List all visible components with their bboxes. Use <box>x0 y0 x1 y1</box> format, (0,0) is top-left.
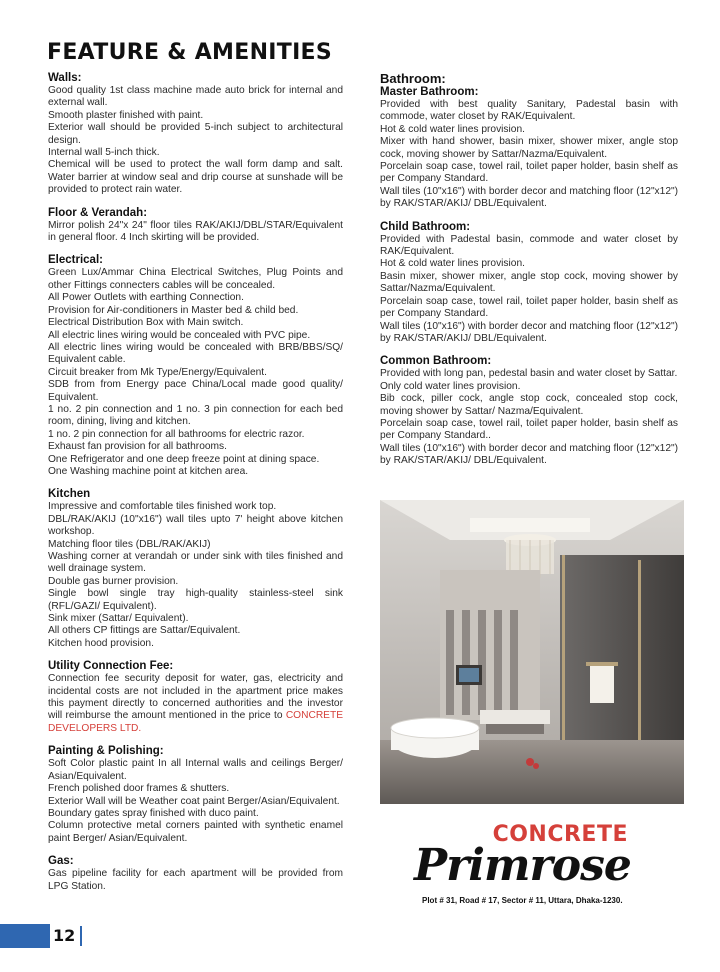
walls-heading: Walls: <box>48 72 82 84</box>
utility-heading: Utility Connection Fee: <box>48 660 174 673</box>
walls-line: Smooth plaster finished with paint. <box>48 109 204 121</box>
electrical-line: Provision for Air-conditioners in Master bed & child bed. <box>48 304 299 316</box>
electrical-line: Circuit breaker from Mk Type/Energy/Equivalent. <box>48 366 267 378</box>
master-bathroom-line: Hot & cold water lines provision. <box>380 123 525 135</box>
page-number: 12 <box>53 926 76 945</box>
common-bathroom-line: Only cold water lines provision. <box>380 380 521 392</box>
electrical-line: All Power Outlets with earthing Connection. <box>48 292 244 304</box>
child-bathroom-line: Basin mixer, shower mixer, angle stop cock, moving shower by Sattar/Nazma/Equivalent. <box>380 270 678 295</box>
electrical-line: One Washing machine point at kitchen area. <box>48 465 249 477</box>
master-bathroom-line: Mixer with hand shower, basin mixer, shower mixer, angle stop cock, moving shower by Sattar/Nazma/Equivalent. <box>380 136 678 160</box>
floor-heading: Floor & Verandah: <box>48 206 148 219</box>
page-number-bar <box>0 924 50 948</box>
common-bathroom-line: Provided with long pan, pedestal basin and water closet by Sattar. <box>380 368 678 380</box>
painting-line: Column protective metal corners painted with synthetic enamel paint Berger/ Asian/Equivalent. <box>48 820 343 844</box>
master-bathroom-line: Provided with best quality Sanitary, Padestal basin with commode, water closet by RAK/Equivalent. <box>380 99 678 123</box>
kitchen-line: Impressive and comfortable tiles finished work top. <box>48 501 277 513</box>
logo-address: Plot # 31, Road # 17, Sector # 11, Uttara, Dhaka-1230. <box>422 896 623 905</box>
common-bathroom-section <box>380 355 678 467</box>
master-bathroom-line: Porcelain soap case, towel rail, toilet paper holder, basin shelf as per Company Standard. <box>380 161 678 185</box>
electrical-line: SDB from from Energy pace China/Local made good quality/ Equivalent. <box>48 379 343 403</box>
utility-section <box>48 660 343 735</box>
kitchen-line: Washing corner at verandah or under sink with tiles finished and well drainage system. <box>48 551 343 575</box>
child-bathroom-section <box>380 221 678 346</box>
page-title: FEATURE & AMENITIES <box>47 40 333 65</box>
painting-line: Exterior Wall will be Weather coat paint Berger/Asian/Equivalent. <box>48 795 340 807</box>
bathroom-photo <box>380 500 684 804</box>
electrical-line: All electric lines wiring would be concealed with BRB/BBS/SQ/ Equivalent cable. <box>48 341 343 366</box>
electrical-line: 1 no. 2 pin connection for all bathrooms for electric razor. <box>48 428 305 440</box>
electrical-section <box>48 254 343 478</box>
walls-section <box>48 72 343 197</box>
floor-section <box>48 207 343 245</box>
common-bathroom-heading: Common Bathroom: <box>380 355 492 368</box>
master-bathroom-line: Wall tiles (10"x16") with border decor and matching floor (12"x12") by RAK/STAR/AKIJ/ DBL/Equivalent. <box>380 185 678 210</box>
electrical-heading: Electrical: <box>48 254 103 267</box>
kitchen-section <box>48 488 343 650</box>
utility-body: Connection fee security deposit for water, gas, electricity and incidental costs are not included in the apartment price makes this payment directly to concerned authorities and the investor will reimburse the amount mentioned in the price to <box>48 673 343 722</box>
walls-line: Exterior wall should be provided 5-inch subject to architectural design. <box>48 122 343 146</box>
concrete-primrose-logo <box>410 818 680 913</box>
utility-text <box>48 673 343 735</box>
painting-heading: Painting & Polishing: <box>48 745 164 758</box>
bathroom-heading: Bathroom: <box>380 71 446 86</box>
kitchen-line: Kitchen hood provision. <box>48 637 154 649</box>
page-number-divider <box>80 926 82 946</box>
floor-line: Mirror polish 24"x 24" floor tiles RAK/AKIJ/DBL/STAR/Equivalent in general floor. 4 Inch skirting will be provided. <box>48 219 343 244</box>
painting-line: Boundary gates spray finished with duco paint. <box>48 807 259 819</box>
painting-line: French polished door frames & shutters. <box>48 783 230 795</box>
company-name: CONCRETE DEVELOPERS LTD. <box>48 710 343 734</box>
logo-brand: CONCRETE <box>492 822 628 847</box>
right-column <box>380 72 678 478</box>
common-bathroom-line: Wall tiles (10"x16") with border decor and matching floor (12"x12") by RAK/STAR/AKIJ/ DBL/Equivalent. <box>380 442 678 467</box>
child-bathroom-line: Provided with Padestal basin, commode and water closet by RAK/Equivalent. <box>380 233 678 258</box>
electrical-line: Exhaust fan provision for all bathrooms. <box>48 441 227 453</box>
left-column <box>48 72 343 903</box>
common-bathroom-line: Bib cock, piller cock, angle stop cock, concealed stop cock, moving shower by Sattar/ Nazma/Equivalent. <box>380 393 678 417</box>
kitchen-line: All others CP fittings are Sattar/Equivalent. <box>48 625 241 637</box>
common-bathroom-line: Porcelain soap case, towel rail, toilet paper holder, basin shelf as per Company Standard.. <box>380 417 678 442</box>
electrical-line: 1 no. 2 pin connection and 1 no. 3 pin connection for each bed room, dining, living and kitchen. <box>48 403 343 428</box>
walls-line: Chemical will be used to protect the wall form damp and salt. Water barrier at window seal and drip course at sunshade will be provided to protect rain water. <box>48 159 343 196</box>
gas-section <box>48 855 343 893</box>
kitchen-heading: Kitchen <box>48 488 91 501</box>
painting-line: Soft Color plastic paint In all Internal walls and ceilings Berger/ Asian/Equivalent. <box>48 758 343 782</box>
logo-project: Primrose <box>414 840 631 891</box>
master-bathroom-heading: Master Bathroom: <box>380 86 479 98</box>
electrical-line: Green Lux/Ammar China Electrical Switches, Plug Points and other Fittings connecters cables will be concealed. <box>48 267 343 291</box>
child-bathroom-heading: Child Bathroom: <box>380 220 471 233</box>
kitchen-line: Double gas burner provision. <box>48 575 179 587</box>
kitchen-line: DBL/RAK/AKIJ (10"x16") wall tiles upto 7' height above kitchen workshop. <box>48 513 343 538</box>
kitchen-line: Single bowl single tray high-quality stainless-steel sink (RFL/GAZI/ Equivalent). <box>48 588 343 612</box>
child-bathroom-line: Porcelain soap case, towel rail, toilet paper holder, basin shelf as per Company Standard. <box>380 295 678 320</box>
child-bathroom-line: Hot & cold water lines provision. <box>380 258 525 270</box>
walls-line: Good quality 1st class machine made auto brick for internal and external wall. <box>48 85 343 109</box>
electrical-line: Electrical Distribution Box with Main switch. <box>48 317 244 329</box>
electrical-line: One Refrigerator and one deep freeze point at dining space. <box>48 453 320 465</box>
master-bathroom-section <box>380 86 678 211</box>
gas-line: Gas pipeline facility for each apartment will be provided from LPG Station. <box>48 868 343 892</box>
kitchen-line: Matching floor tiles (DBL/RAK/AKIJ) <box>48 538 211 550</box>
electrical-line: All electric lines wiring would be concealed with PVC pipe. <box>48 329 311 341</box>
gas-heading: Gas: <box>48 855 74 868</box>
child-bathroom-line: Wall tiles (10"x16") with border decor and matching floor (12"x12") by RAK/STAR/AKIJ/ DBL/Equivalent. <box>380 320 678 344</box>
walls-line: Internal wall 5-inch thick. <box>48 147 160 159</box>
kitchen-line: Sink mixer (Sattar/ Equivalent). <box>48 613 189 625</box>
painting-section <box>48 745 343 845</box>
